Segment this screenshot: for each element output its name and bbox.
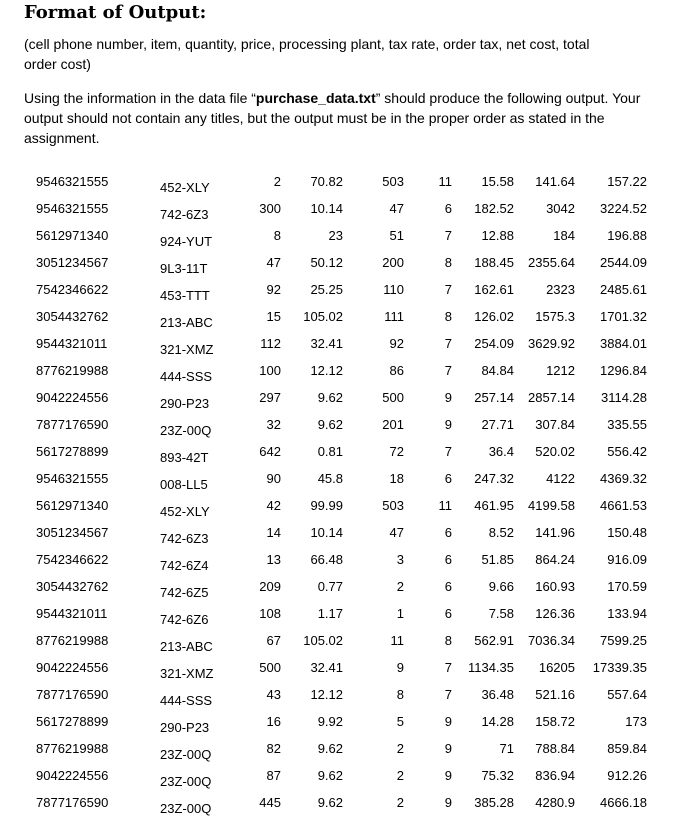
cell-plant: 18 [389, 471, 404, 486]
cell-item: 23Z-00Q [160, 801, 212, 816]
cell-quantity: 42 [266, 498, 281, 513]
cell-order-tax: 75.32 [481, 768, 514, 783]
cell-plant: 92 [389, 336, 404, 351]
cell-order-tax: 188.45 [474, 255, 514, 270]
cell-total-cost: 17339.35 [592, 660, 647, 675]
table-row [0, 413, 674, 440]
cell-order-tax: 27.71 [481, 417, 514, 432]
cell-total-cost: 335.55 [607, 417, 647, 432]
table-row [0, 278, 674, 305]
table-row [0, 467, 674, 494]
cell-item: 321-XMZ [160, 666, 214, 681]
cell-order-tax: 36.48 [481, 687, 514, 702]
cell-tax-rate: 9 [444, 768, 452, 783]
cell-quantity: 209 [259, 579, 281, 594]
cell-quantity: 92 [266, 282, 281, 297]
cell-order-tax: 7.58 [488, 606, 514, 621]
cell-net-cost: 1212 [546, 363, 575, 378]
cell-quantity: 14 [266, 525, 281, 540]
cell-phone: 9546321555 [36, 174, 109, 189]
cell-net-cost: 4199.58 [528, 498, 575, 513]
cell-order-tax: 12.88 [481, 228, 514, 243]
cell-price: 32.41 [310, 336, 343, 351]
cell-total-cost: 4661.53 [600, 498, 647, 513]
cell-order-tax: 247.32 [474, 471, 514, 486]
cell-phone: 9042224556 [36, 768, 109, 783]
cell-tax-rate: 8 [444, 633, 452, 648]
cell-net-cost: 864.24 [535, 552, 575, 567]
cell-item: 924-YUT [160, 234, 213, 249]
cell-phone: 9544321011 [36, 606, 108, 621]
cell-total-cost: 556.42 [607, 444, 647, 459]
cell-tax-rate: 7 [444, 444, 452, 459]
table-row [0, 575, 674, 602]
cell-price: 0.81 [317, 444, 343, 459]
cell-plant: 201 [382, 417, 404, 432]
cell-order-tax: 126.02 [474, 309, 514, 324]
cell-phone: 9546321555 [36, 201, 109, 216]
cell-phone: 9546321555 [36, 471, 109, 486]
cell-net-cost: 184 [553, 228, 575, 243]
cell-phone: 5612971340 [36, 228, 109, 243]
cell-tax-rate: 11 [438, 174, 452, 189]
cell-order-tax: 15.58 [481, 174, 514, 189]
table-row [0, 386, 674, 413]
cell-item: 452-XLY [160, 504, 210, 519]
cell-tax-rate: 7 [444, 228, 452, 243]
cell-phone: 7877176590 [36, 795, 109, 810]
cell-quantity: 82 [266, 741, 281, 756]
cell-item: 893-42T [160, 450, 209, 465]
cell-item: 9L3-11T [160, 261, 208, 276]
cell-total-cost: 2485.61 [600, 282, 647, 297]
cell-total-cost: 3884.01 [600, 336, 647, 351]
cell-tax-rate: 6 [444, 579, 452, 594]
cell-total-cost: 859.84 [607, 741, 647, 756]
cell-price: 25.25 [310, 282, 343, 297]
cell-phone: 5617278899 [36, 444, 109, 459]
cell-plant: 47 [389, 201, 404, 216]
cell-plant: 5 [396, 714, 404, 729]
table-row [0, 737, 674, 764]
cell-net-cost: 4280.9 [535, 795, 575, 810]
cell-quantity: 43 [266, 687, 281, 702]
table-row [0, 629, 674, 656]
cell-price: 9.62 [317, 417, 343, 432]
cell-plant: 72 [389, 444, 404, 459]
cell-net-cost: 2355.64 [528, 255, 575, 270]
cell-net-cost: 7036.34 [528, 633, 575, 648]
cell-total-cost: 912.26 [607, 768, 647, 783]
cell-net-cost: 307.84 [535, 417, 575, 432]
cell-plant: 2 [396, 579, 404, 594]
cell-plant: 9 [396, 660, 404, 675]
table-row [0, 197, 674, 224]
cell-total-cost: 557.64 [607, 687, 647, 702]
cell-tax-rate: 8 [444, 309, 452, 324]
cell-plant: 86 [389, 363, 404, 378]
cell-tax-rate: 6 [444, 525, 452, 540]
table-row [0, 224, 674, 251]
cell-plant: 3 [396, 552, 404, 567]
cell-net-cost: 16205 [538, 660, 575, 675]
cell-price: 99.99 [310, 498, 343, 513]
cell-order-tax: 162.61 [474, 282, 514, 297]
cell-total-cost: 1296.84 [600, 363, 647, 378]
cell-item: 213-ABC [160, 315, 213, 330]
cell-order-tax: 36.4 [488, 444, 514, 459]
cell-total-cost: 157.22 [607, 174, 647, 189]
cell-tax-rate: 9 [444, 390, 452, 405]
cell-item: 23Z-00Q [160, 774, 212, 789]
cell-phone: 7877176590 [36, 417, 109, 432]
cell-tax-rate: 9 [444, 741, 452, 756]
cell-plant: 1 [396, 606, 404, 621]
cell-price: 9.62 [317, 768, 343, 783]
cell-phone: 7877176590 [36, 687, 109, 702]
cell-item: 008-LL5 [160, 477, 208, 492]
cell-order-tax: 257.14 [474, 390, 514, 405]
cell-quantity: 90 [266, 471, 281, 486]
cell-plant: 500 [382, 390, 404, 405]
cell-net-cost: 520.02 [535, 444, 575, 459]
cell-quantity: 297 [259, 390, 281, 405]
cell-plant: 111 [384, 309, 404, 324]
cell-quantity: 32 [266, 417, 281, 432]
cell-order-tax: 1134.35 [467, 660, 514, 675]
cell-total-cost: 3224.52 [600, 201, 647, 216]
cell-phone: 7542346622 [36, 552, 109, 567]
cell-item: 444-SSS [160, 369, 213, 384]
cell-price: 105.02 [303, 309, 343, 324]
cell-tax-rate: 7 [444, 282, 452, 297]
output-table [0, 170, 674, 818]
cell-net-cost: 160.93 [535, 579, 575, 594]
cell-item: 742-6Z3 [160, 531, 209, 546]
table-row [0, 494, 674, 521]
cell-item: 290-P23 [160, 720, 210, 735]
cell-item: 742-6Z5 [160, 585, 209, 600]
cell-order-tax: 84.84 [481, 363, 514, 378]
cell-price: 12.12 [310, 363, 343, 378]
cell-order-tax: 385.28 [474, 795, 514, 810]
cell-net-cost: 3629.92 [528, 336, 575, 351]
cell-phone: 8776219988 [36, 741, 109, 756]
cell-plant: 2 [396, 741, 404, 756]
cell-plant: 2 [396, 795, 404, 810]
table-row [0, 602, 674, 629]
cell-plant: 503 [382, 174, 404, 189]
cell-item: 742-6Z3 [160, 207, 209, 222]
cell-total-cost: 196.88 [607, 228, 647, 243]
cell-quantity: 13 [266, 552, 281, 567]
cell-plant: 51 [389, 228, 404, 243]
table-row [0, 791, 674, 818]
cell-quantity: 112 [260, 336, 281, 351]
cell-tax-rate: 8 [444, 255, 452, 270]
cell-price: 10.14 [310, 525, 343, 540]
cell-order-tax: 562.91 [474, 633, 514, 648]
cell-net-cost: 2323 [546, 282, 575, 297]
cell-plant: 503 [382, 498, 404, 513]
cell-total-cost: 916.09 [607, 552, 647, 567]
cell-tax-rate: 11 [438, 498, 452, 513]
cell-total-cost: 4666.18 [600, 795, 647, 810]
cell-quantity: 300 [259, 201, 281, 216]
cell-price: 70.82 [310, 174, 343, 189]
cell-phone: 3051234567 [36, 255, 109, 270]
cell-net-cost: 2857.14 [528, 390, 575, 405]
cell-price: 9.62 [317, 741, 343, 756]
cell-net-cost: 836.94 [535, 768, 575, 783]
cell-item: 742-6Z4 [160, 558, 209, 573]
cell-price: 0.77 [317, 579, 343, 594]
cell-price: 66.48 [310, 552, 343, 567]
instructions-paragraph [24, 88, 644, 148]
cell-price: 23 [328, 228, 343, 243]
cell-plant: 8 [396, 687, 404, 702]
cell-quantity: 15 [266, 309, 281, 324]
cell-quantity: 445 [259, 795, 281, 810]
cell-price: 9.62 [317, 390, 343, 405]
table-row [0, 521, 674, 548]
table-row [0, 656, 674, 683]
cell-phone: 8776219988 [36, 633, 109, 648]
cell-quantity: 87 [266, 768, 281, 783]
cell-price: 12.12 [310, 687, 343, 702]
cell-net-cost: 158.72 [535, 714, 575, 729]
cell-plant: 110 [383, 282, 404, 297]
table-row [0, 710, 674, 737]
cell-tax-rate: 6 [444, 471, 452, 486]
cell-tax-rate: 7 [444, 363, 452, 378]
cell-price: 50.12 [310, 255, 343, 270]
cell-item: 453-TTT [160, 288, 210, 303]
cell-order-tax: 461.95 [474, 498, 514, 513]
cell-order-tax: 51.85 [481, 552, 514, 567]
cell-quantity: 67 [266, 633, 281, 648]
table-row [0, 359, 674, 386]
cell-phone: 3051234567 [36, 525, 109, 540]
cell-order-tax: 71 [499, 741, 514, 756]
cell-price: 45.8 [317, 471, 343, 486]
table-row [0, 440, 674, 467]
cell-net-cost: 126.36 [535, 606, 575, 621]
cell-plant: 11 [390, 633, 404, 648]
cell-item: 452-XLY [160, 180, 210, 195]
cell-plant: 200 [382, 255, 404, 270]
table-row [0, 683, 674, 710]
cell-tax-rate: 9 [444, 714, 452, 729]
cell-order-tax: 9.66 [488, 579, 514, 594]
instructions-text-after: ” should produce the following output. Your output should not contain any titles, but the output must be in the proper order as stated in the assignment. [24, 90, 641, 146]
cell-quantity: 500 [259, 660, 281, 675]
format-description: (cell phone number, item, quantity, price, processing plant, tax rate, order tax, net cost, total order cost) [24, 36, 590, 72]
cell-phone: 9042224556 [36, 660, 109, 675]
cell-net-cost: 4122 [546, 471, 575, 486]
cell-phone: 3054432762 [36, 309, 109, 324]
instructions-text-before: Using the information in the data file “ [24, 90, 256, 106]
cell-price: 105.02 [303, 633, 343, 648]
cell-tax-rate: 7 [444, 336, 452, 351]
cell-phone: 5617278899 [36, 714, 109, 729]
cell-tax-rate: 6 [444, 201, 452, 216]
cell-quantity: 100 [259, 363, 281, 378]
cell-net-cost: 141.96 [535, 525, 575, 540]
cell-total-cost: 133.94 [607, 606, 647, 621]
section-heading: Format of Output: [24, 2, 207, 23]
cell-price: 1.17 [317, 606, 343, 621]
cell-quantity: 47 [266, 255, 281, 270]
cell-order-tax: 182.52 [474, 201, 514, 216]
cell-tax-rate: 9 [444, 795, 452, 810]
cell-price: 32.41 [310, 660, 343, 675]
table-row [0, 305, 674, 332]
data-filename: purchase_data.txt [255, 90, 376, 106]
cell-phone: 3054432762 [36, 579, 109, 594]
cell-total-cost: 150.48 [607, 525, 647, 540]
table-row [0, 764, 674, 791]
table-row [0, 548, 674, 575]
cell-net-cost: 3042 [546, 201, 575, 216]
cell-price: 9.62 [317, 795, 343, 810]
cell-item: 444-SSS [160, 693, 213, 708]
cell-phone: 9042224556 [36, 390, 109, 405]
cell-total-cost: 3114.28 [600, 390, 647, 405]
cell-total-cost: 7599.25 [600, 633, 647, 648]
cell-order-tax: 14.28 [481, 714, 514, 729]
cell-plant: 47 [389, 525, 404, 540]
cell-net-cost: 1575.3 [535, 309, 575, 324]
cell-item: 742-6Z6 [160, 612, 209, 627]
table-row [0, 170, 674, 197]
cell-quantity: 16 [266, 714, 281, 729]
cell-total-cost: 173 [625, 714, 647, 729]
cell-plant: 2 [396, 768, 404, 783]
cell-net-cost: 521.16 [535, 687, 575, 702]
cell-total-cost: 1701.32 [600, 309, 647, 324]
table-row [0, 332, 674, 359]
cell-tax-rate: 9 [444, 417, 452, 432]
table-row [0, 251, 674, 278]
cell-phone: 9544321011 [36, 336, 108, 351]
cell-quantity: 642 [259, 444, 281, 459]
cell-net-cost: 788.84 [535, 741, 575, 756]
cell-price: 10.14 [310, 201, 343, 216]
cell-tax-rate: 7 [444, 660, 452, 675]
cell-item: 23Z-00Q [160, 747, 212, 762]
cell-net-cost: 141.64 [535, 174, 575, 189]
cell-phone: 7542346622 [36, 282, 109, 297]
cell-order-tax: 8.52 [488, 525, 514, 540]
cell-order-tax: 254.09 [474, 336, 514, 351]
cell-tax-rate: 6 [444, 552, 452, 567]
cell-total-cost: 4369.32 [600, 471, 647, 486]
cell-quantity: 2 [273, 174, 281, 189]
cell-item: 23Z-00Q [160, 423, 212, 438]
cell-phone: 8776219988 [36, 363, 109, 378]
cell-quantity: 8 [273, 228, 281, 243]
cell-item: 213-ABC [160, 639, 213, 654]
cell-item: 290-P23 [160, 396, 210, 411]
cell-phone: 5612971340 [36, 498, 109, 513]
cell-total-cost: 2544.09 [600, 255, 647, 270]
cell-tax-rate: 7 [444, 687, 452, 702]
cell-total-cost: 170.59 [607, 579, 647, 594]
cell-price: 9.92 [317, 714, 343, 729]
cell-tax-rate: 6 [444, 606, 452, 621]
cell-quantity: 108 [259, 606, 281, 621]
cell-item: 321-XMZ [160, 342, 214, 357]
